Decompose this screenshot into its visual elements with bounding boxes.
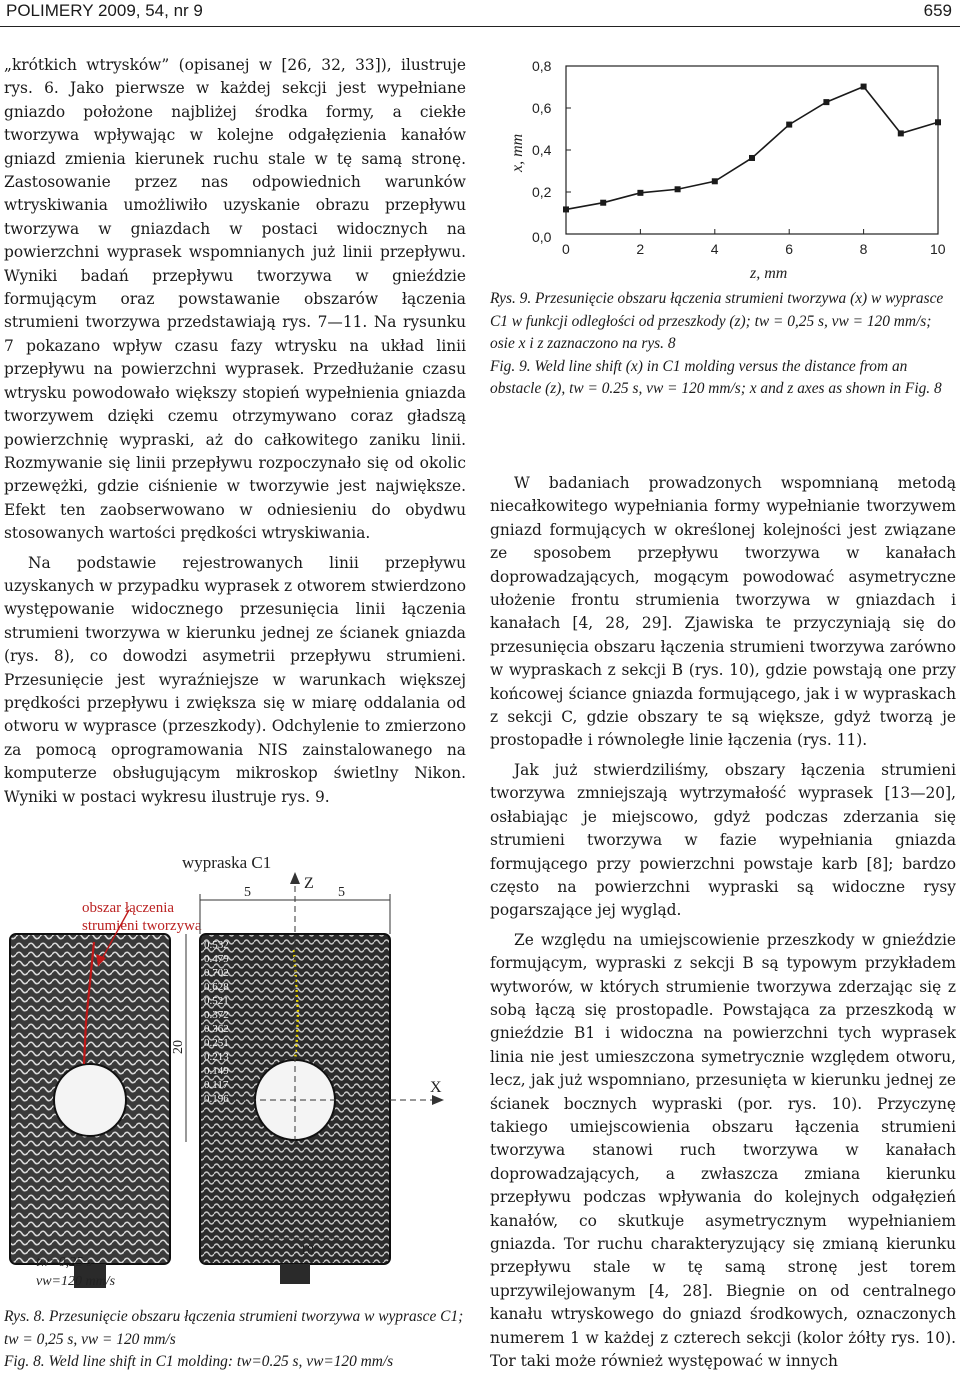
y-tick-label: 0,4: [532, 142, 552, 158]
plot-frame: [566, 66, 938, 234]
fig9-plot: [492, 52, 958, 284]
fig8-value-label: 0.628: [204, 981, 229, 993]
running-header: [0, 0, 960, 26]
fig8-molding-figure: [4, 842, 470, 1300]
molding-right: [171, 872, 444, 1284]
fig8-value-label: 0.521: [204, 995, 229, 1007]
data-point: [898, 130, 904, 136]
x-tick-label: 8: [859, 241, 868, 257]
fig8-value-label: 0.532: [204, 939, 229, 951]
fig8-value-label: 0.117: [204, 1079, 229, 1091]
y-tick-label: 0,2: [532, 184, 552, 200]
axis-x-label: X: [430, 1079, 442, 1096]
x-tick-label: 2: [636, 241, 645, 257]
axis-z-label: Z: [304, 875, 314, 892]
y-tick-label: 0,8: [532, 58, 552, 74]
fig8-value-label: 0.372: [204, 1009, 229, 1021]
paragraph: Jak już stwierdziliśmy, obszary łączenia strumieni tworzywa zmniejszają wytrzymałość wyprasek [13—20], osłabiając je miejscowo, gdyż podczas zderzania się strumieni tworzywa w fazie wypełniania gniazda formującego przy powierzchni powstaje karb [8]; bardzo często na powierzchni wypraski są widoczne rysy pogarszające jej wygląd.: [490, 760, 956, 920]
paragraph: „krótkich wtrysków” (opisanej w [26, 32, 33]), ilustruje rys. 6. Jako pierwsze w każdej sekcji jest wypełniane gniazdo położone najbliżej środka formy, a ciekłe tworzywa wpływając w kolejne odgałęzienia kanałów gniazd zmienia kierunek ruchu stale w tę samą stronę. Zastosowanie przez nas odpowiednich warunków wtryskiwania umożliwiło uzyskanie obrazu przepływu tworzywa w gniazdach w postaci widocznych na powierzchni wyprasek wspomnianych już linii przepływu. Wyniki badań przepływu tworzywa w gnieździe formującym oraz powstawanie obszarów łączenia strumieni tworzywa przedstawiają rys. 7—11. Na rysunku 7 pokazano wpływ czasu fazy wtrysku na układ linii przepływu na powierzchni wyprasek. Przedłużanie czasu wtrysku powodowało większy stopień wypełnienia gniazda tworzywem dzięki czemu otrzymywano coraz gładszą powierzchnię wypraski, aż do całkowitego zaniku linii. Rozmywanie się linii przepływu rozpoczynało się od okolic przewężki, gdzie ciśnienie w tworzywie jest największe. Efekt ten zaobserwowano w odniesieniu do obydwu stosowanych wartości prędkości wtryskiwania.: [4, 56, 466, 543]
y-tick-label: 0,6: [532, 100, 552, 116]
fig8-value-label: 0.702: [204, 967, 229, 979]
paragraph: Ze względu na umiejscowienie przeszkody w gnieździe formującym, wypraski z sekcji B są typowym przykładem wytworów, w których strumienie tworzywa zderzając się z sobą łączą się prostopadle. Powstająca za przeszkodą w gnieździe B1 i widoczna na powierzchni tych wyprasek linia nie jest umieszczona symetrycznie względem otworu, lecz, jak już wspomniano, przesunięta w kierunku jednej ze ścianek bocznych wypraski (por. rys. 10). Przyczynę takiego umiejscowienia obszaru łączenia strumieni tworzywa stanowi ruch tworzywa w kanałach doprowadzających, a zwłaszcza zmiana kierunku przepływu podczas wpływania do kolejnych odgałęzień kanałów, co skutkuje asymetrycznym wypełnianiem gniazda. Tor ruchu charakteryzujący się zmianą kierunku przepływu stale w tę samą stronę jest torem uprzywilejowanym [4, 28]. Biegnie on od centralnego kanału wtryskowego do gniazd środkowych, oznaczonych numerem 1 w każdej z czterech sekcji (kolor żółty rys. 10). Tor taki może również występować w innych: [490, 930, 956, 1371]
molding-left: [10, 910, 170, 1288]
fig8-value-label: 0.362: [204, 1023, 229, 1035]
fig8-caption-pl: Rys. 8. Przesunięcie obszaru łączenia strumieni tworzywa w wyprasce C1; tw = 0,25 s, vw = 120 mm/s: [4, 1308, 464, 1348]
param-tw: tw=0,25 s: [36, 1255, 93, 1270]
fig8-caption: [4, 1306, 474, 1374]
data-point: [823, 99, 829, 105]
dim-height-label: 20: [171, 1040, 186, 1054]
data-point: [563, 206, 569, 212]
journal-reference: POLIMERY 2009, 54, nr 9: [6, 1, 203, 20]
fig8-value-label: 0.251: [204, 1037, 229, 1049]
data-point: [600, 200, 606, 206]
fig8-title: wypraska C1: [182, 853, 272, 872]
x-tick-label: 10: [930, 241, 946, 257]
paragraph: W badaniach prowadzonych wspomnianą metodą niecałkowitego wypełniania formy wypełnianie tworzywem gniazd formujących w określonej kolejności jest związane ze sposobem przepływu tworzywa w kanałach doprowadzających, mogącym powodować asymetryczne ułożenie frontu strumienia tworzywa w gniazdach i kanałach [4, 28, 29]. Zjawiska te przyczyniają się do przesunięcia obszaru łączenia strumieni tworzywa zarówno w wypraskach z sekcji B (rys. 10), gdzie powstają one przy końcowej ściance gniazda formującego, jak i w wypraskach z sekcji C, gdzie obszary te są większe, gdyż tworzą je prostopadłe i równoległe linie łączenia (rys. 11).: [490, 474, 956, 750]
fig8-drawing: [4, 842, 470, 1300]
fig8-value-label: 0.149: [204, 1065, 229, 1077]
data-point: [749, 155, 755, 161]
fig8-caption-en: Fig. 8. Weld line shift in C1 molding: tw=0.25 s, vw=120 mm/s: [4, 1353, 394, 1370]
page-number: 659: [923, 1, 952, 20]
data-point: [637, 190, 643, 196]
paragraph: Na podstawie rejestrowanych linii przepływu uzyskanych w przypadku wyprasek z otworem stwierdzono występowanie widocznego przesunięcia linii łączenia strumieni tworzywa w kierunku jednej ze ścianek gniazda (rys. 8), co dowodzi asymetrii przepływu strumieni. Przesunięcie jest wyraźniejsze w warunkach większej prędkości przepływu i zwiększa się w miarę oddalania od otworu w wyprasce (przeszkody). Odchylenie to zmierzono za pomocą oprogramowania NIS zainstalowanego na komputerze obsługującym mikroskop świetlny Nikon. Wyniki w postaci wykresu ilustruje rys. 9.: [4, 553, 466, 806]
data-point: [675, 186, 681, 192]
fig9-caption-en: Fig. 9. Weld line shift (x) in C1 molding versus the distance from an obstacle (z), tw = 0.25 s, vw = 120 mm/s; x and z axes as shown in Fig. 8: [490, 357, 942, 397]
y-tick-label: 0,0: [532, 229, 552, 245]
series-line: [566, 87, 938, 210]
x-axis-label: z, mm: [750, 265, 788, 282]
fig9-chart: [492, 52, 958, 284]
y-axis-label: x, mm: [509, 133, 526, 172]
fig9-caption: [490, 288, 956, 401]
fig8-value-label: 0.196: [204, 1093, 229, 1105]
fig9-caption-pl: Rys. 9. Przesunięcie obszaru łączenia strumieni tworzywa (x) w wyprasce C1 w funkcji odległości od przeszkody (z); tw = 0,25 s, vw = 120 mm/s; osie x i z zaznaczono na rys. 8: [490, 290, 944, 352]
dim-bottom-label: 10: [300, 1243, 314, 1258]
x-tick-label: 4: [710, 241, 719, 257]
dim-right-label: 5: [338, 885, 345, 900]
fig8-callout-line2: strumieni tworzywa: [82, 918, 202, 934]
x-tick-label: 0: [562, 241, 570, 257]
param-vw: vw=120 mm/s: [36, 1274, 116, 1289]
left-column: [4, 54, 466, 809]
fig8-value-label: 0.213: [204, 1051, 229, 1063]
dim-left-label: 5: [244, 885, 251, 900]
data-point: [935, 119, 941, 125]
right-column: [490, 472, 956, 1373]
header-rule: [0, 26, 960, 27]
x-tick-label: 6: [785, 241, 793, 257]
fig8-callout-line1: obszar łączenia: [82, 900, 175, 916]
data-point: [786, 122, 792, 128]
data-point: [712, 178, 718, 184]
data-point: [861, 84, 867, 90]
fig8-value-label: 0.479: [204, 953, 229, 965]
